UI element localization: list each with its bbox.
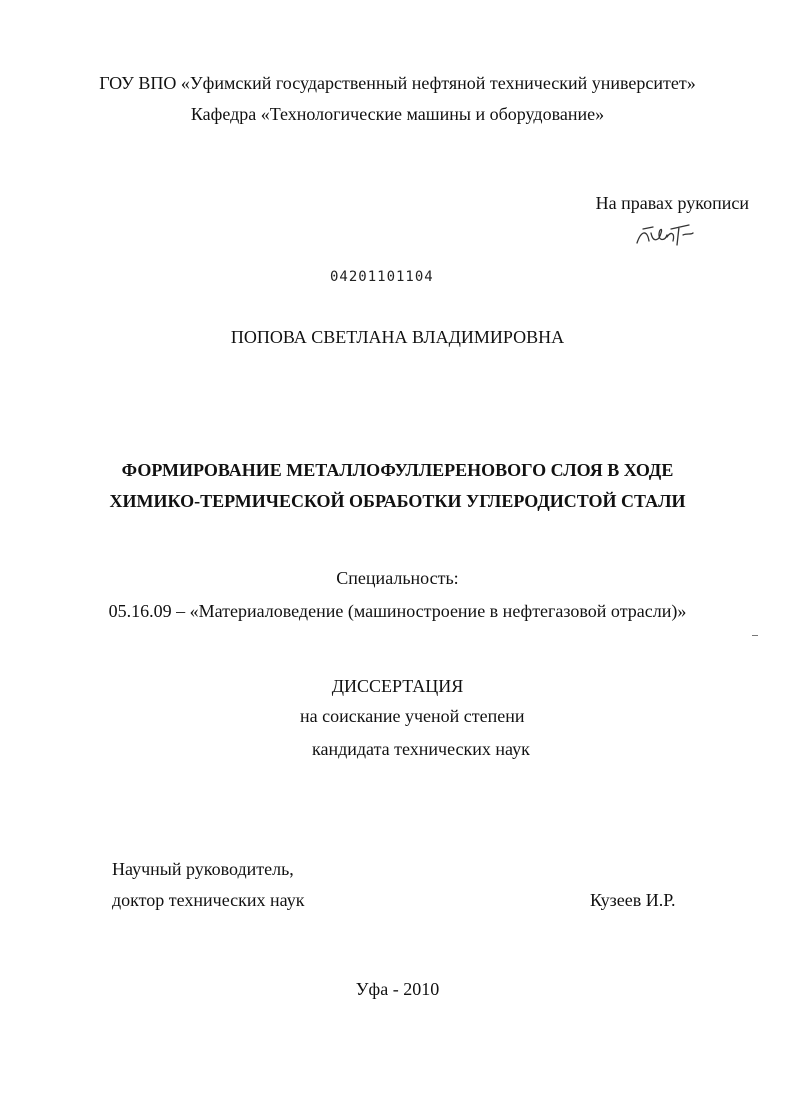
supervisor-name: Кузеев И.Р. [590,890,676,910]
supervisor-role: Научный руководитель, [112,859,294,879]
specialty-label: Специальность: [336,568,459,588]
scan-speck [752,635,758,636]
title-line-2: ХИМИКО-ТЕРМИЧЕСКОЙ ОБРАБОТКИ УГЛЕРОДИСТОЙ СТАЛИ [109,491,686,511]
author-name: ПОПОВА СВЕТЛАНА ВЛАДИМИРОВНА [230,327,565,347]
city-year: Уфа - 2010 [355,979,440,999]
supervisor-degree: доктор технических наук [112,890,305,910]
university-name: ГОУ ВПО «Уфимский государственный нефтяной технический университет» [99,73,696,93]
work-type-line-1: на соискание ученой степени [300,706,525,726]
manuscript-note: На правах рукописи [595,193,749,213]
work-type-line-2: кандидата технических наук [312,739,530,759]
department-name: Кафедра «Технологические машины и оборудование» [190,104,605,124]
work-type-heading: ДИССЕРТАЦИЯ [331,676,464,696]
specialty-value: 05.16.09 – «Материаловедение (машиностроение в нефтегазовой отрасли)» [108,601,687,621]
handwritten-signature [633,221,695,251]
title-line-1: ФОРМИРОВАНИЕ МЕТАЛЛОФУЛЛЕРЕНОВОГО СЛОЯ В ХОДЕ [121,460,674,480]
registration-number: 04201101104 [330,269,434,285]
